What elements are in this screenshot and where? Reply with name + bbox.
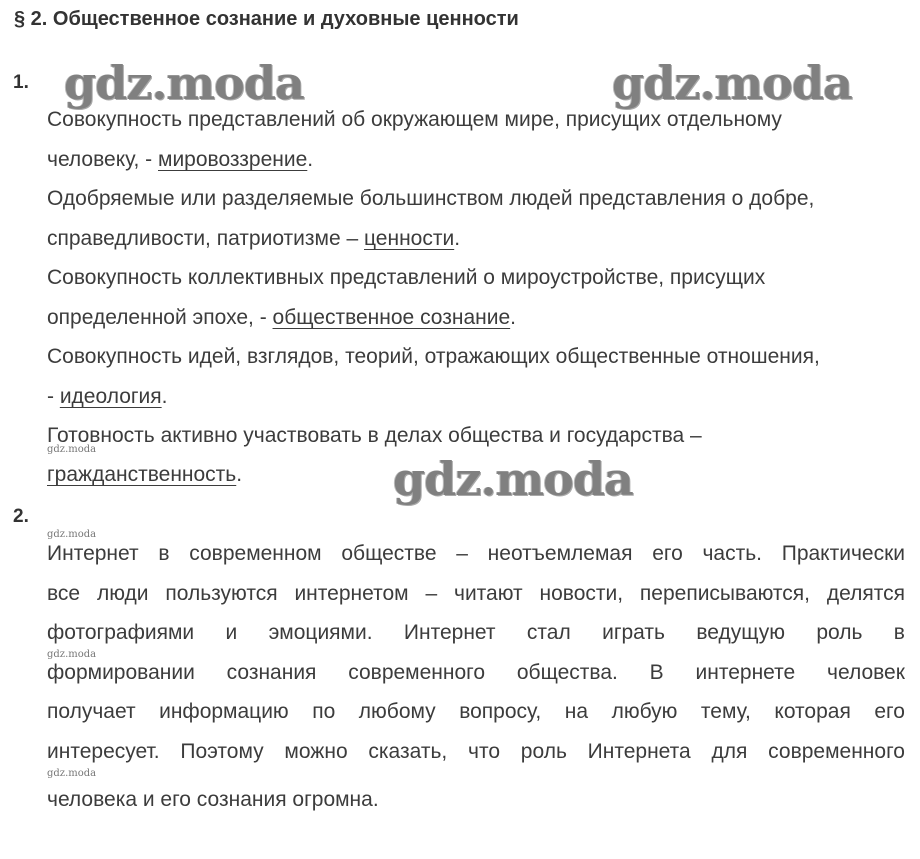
word: – bbox=[456, 542, 468, 565]
word: новости, bbox=[539, 582, 624, 605]
word: часть. bbox=[702, 542, 762, 565]
justified-line bbox=[47, 700, 905, 724]
word: в bbox=[158, 542, 170, 565]
word: читают bbox=[454, 582, 523, 605]
text-line: человека и его сознания огромна. bbox=[47, 788, 379, 811]
word: люди bbox=[96, 582, 149, 605]
word: вопросу, bbox=[459, 700, 542, 723]
word: человек bbox=[827, 661, 905, 684]
justified-line bbox=[47, 740, 905, 764]
text-fragment: . bbox=[161, 385, 168, 408]
watermark-logo: gdz.moda bbox=[612, 56, 852, 110]
watermark-small: gdz.moda bbox=[47, 444, 97, 455]
word: информацию bbox=[159, 700, 289, 723]
answer-term: мировоззрение bbox=[158, 148, 308, 171]
word: современном bbox=[189, 542, 322, 565]
text-fragment: человеку, - bbox=[47, 148, 159, 171]
watermark-logo: gdz.moda bbox=[393, 452, 633, 506]
answer-term: гражданственность bbox=[47, 463, 237, 486]
word: любую bbox=[611, 700, 678, 723]
word: которая bbox=[774, 700, 851, 723]
text-fragment: . bbox=[510, 306, 516, 329]
text-fragment: определенной эпохе, - bbox=[47, 306, 273, 329]
answer-term: идеология bbox=[59, 385, 162, 408]
word: Интернета bbox=[587, 740, 691, 763]
word: Интернет bbox=[47, 542, 139, 565]
word: неотъемлемая bbox=[487, 542, 633, 565]
word: его bbox=[652, 542, 683, 565]
word: по bbox=[312, 700, 336, 723]
word: роль bbox=[520, 740, 567, 763]
word: – bbox=[425, 582, 438, 605]
word: сказать, bbox=[368, 740, 448, 763]
word: интернетом bbox=[294, 582, 409, 605]
word: фотографиями bbox=[47, 621, 195, 644]
word: обществе bbox=[341, 542, 437, 565]
text-fragment: . bbox=[307, 148, 314, 171]
watermark-logo: gdz.moda bbox=[64, 56, 304, 110]
watermark-small: gdz.moda bbox=[47, 529, 97, 540]
task-number: 2. bbox=[13, 506, 29, 527]
word: любому bbox=[358, 700, 436, 723]
word: переписываются, bbox=[639, 582, 811, 605]
word: общества. bbox=[516, 661, 618, 684]
watermark-small: gdz.moda bbox=[47, 649, 97, 660]
justified-line bbox=[47, 621, 905, 645]
word: сознания bbox=[226, 661, 317, 684]
word: Интернет bbox=[403, 621, 496, 644]
section-title: § 2. Общественное сознание и духовные ценности bbox=[14, 8, 519, 30]
word: тему, bbox=[700, 700, 751, 723]
word: современного bbox=[768, 740, 905, 763]
word: на bbox=[564, 700, 589, 723]
word: современного bbox=[348, 661, 486, 684]
word: Поэтому bbox=[180, 740, 264, 763]
word: интернете bbox=[695, 661, 796, 684]
justified-line bbox=[47, 661, 905, 685]
text-line: Одобряемые или разделяемые большинством людей представления о добре, bbox=[47, 187, 815, 210]
word: получает bbox=[47, 700, 136, 723]
answer-term: общественное сознание bbox=[272, 306, 511, 329]
word: можно bbox=[284, 740, 348, 763]
text-fragment: . bbox=[236, 463, 243, 486]
answer-term: ценности bbox=[364, 227, 455, 250]
word: делятся bbox=[826, 582, 905, 605]
word: в bbox=[893, 621, 905, 644]
text-line: Совокупность коллективных представлений о мироустройстве, присущих bbox=[47, 266, 766, 289]
word: для bbox=[711, 740, 748, 763]
text-line bbox=[47, 227, 460, 251]
word: интересует. bbox=[47, 740, 160, 763]
text-fragment: - bbox=[47, 385, 60, 408]
word: пользуются bbox=[165, 582, 278, 605]
word: играть bbox=[602, 621, 665, 644]
text-line: Совокупность представлений об окружающем мире, присущих отдельному bbox=[47, 108, 782, 131]
text-line bbox=[47, 148, 313, 172]
word: его bbox=[874, 700, 905, 723]
text-fragment: . bbox=[454, 227, 461, 250]
word: все bbox=[47, 582, 81, 605]
word: что bbox=[468, 740, 501, 763]
justified-line bbox=[47, 542, 905, 566]
word: и bbox=[225, 621, 238, 644]
word: эмоциями. bbox=[268, 621, 373, 644]
word: стал bbox=[526, 621, 571, 644]
word: Практически bbox=[781, 542, 905, 565]
text-fragment: справедливости, патриотизме – bbox=[47, 227, 364, 250]
text-line: Готовность активно участвовать в делах общества и государства – bbox=[47, 424, 702, 447]
justified-line bbox=[47, 582, 905, 606]
word: В bbox=[649, 661, 664, 684]
text-line bbox=[47, 463, 242, 487]
watermark-small: gdz.moda bbox=[47, 768, 97, 779]
text-line: Совокупность идей, взглядов, теорий, отражающих общественные отношения, bbox=[47, 345, 820, 368]
word: роль bbox=[816, 621, 863, 644]
text-line bbox=[47, 306, 516, 330]
task-number: 1. bbox=[13, 72, 29, 93]
word: ведущую bbox=[696, 621, 785, 644]
word: формировании bbox=[47, 661, 195, 684]
text-line bbox=[47, 385, 167, 409]
